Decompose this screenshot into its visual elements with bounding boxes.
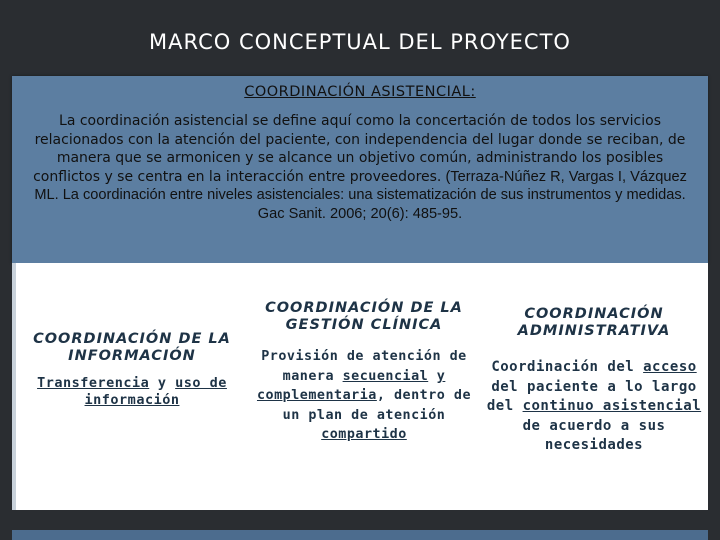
clinical-text-5: , dentro de un plan de atención: [282, 388, 472, 423]
information-text-1: Transferencia: [37, 375, 150, 391]
administrative-text-2: acceso: [643, 359, 697, 375]
definition-panel: [12, 76, 708, 263]
bottom-strip: [12, 530, 708, 540]
information-column: [20, 331, 244, 409]
definition-text: [26, 112, 694, 224]
definition-body: La coordinación asistencial se define aquí como la concertación de todos los servicios relacionados con la atención del paciente, con independencia del lugar donde se reciban, de manera que se armonicen y se alcance un objetivo común, administrando los posibles conflictos y se centra en la interacción entre proveedores.: [33, 113, 686, 185]
administrative-body: [480, 358, 708, 456]
information-text-2: y: [149, 375, 176, 391]
clinical-text-2: secuencial: [342, 368, 429, 384]
clinical-heading: COORDINACIÓN DE LA GESTIÓN CLÍNICA: [265, 300, 463, 333]
information-body: [20, 375, 244, 409]
clinical-text-4: y complementaria: [256, 368, 446, 403]
information-text-3: uso de información: [84, 375, 227, 408]
administrative-column: [480, 306, 708, 456]
section-heading-colon: :: [470, 84, 476, 100]
clinical-text-6: compartido: [321, 427, 407, 442]
administrative-text-5: de acuerdo a sus necesidades: [522, 417, 666, 453]
clinical-text-1: Provisión de atención de manera: [261, 349, 467, 384]
information-heading: COORDINACIÓN DE LA INFORMACIÓN: [33, 331, 231, 364]
clinical-body: [248, 347, 480, 445]
section-heading: [12, 84, 708, 100]
administrative-text-1: Coordinación del: [491, 359, 644, 375]
administrative-text-4: continuo asistencial: [522, 398, 702, 414]
clinical-text-3: [428, 369, 437, 384]
left-accent-bar: [12, 263, 16, 510]
slide-title: MARCO CONCEPTUAL DEL PROYECTO: [149, 30, 571, 54]
section-heading-text: COORDINACIÓN ASISTENCIAL: [244, 84, 471, 100]
administrative-heading: COORDINACIÓN ADMINISTRATIVA: [517, 306, 671, 339]
clinical-column: [248, 300, 480, 445]
administrative-text-3: del paciente a lo largo del: [486, 378, 697, 414]
citation: (Terraza-Núñez R, Vargas I, Vázquez ML. La coordinación entre niveles asistenciales: una sistematización de sus instrumentos y medidas. Gac Sanit. 2006; 20(6): 485-95.: [34, 168, 687, 222]
